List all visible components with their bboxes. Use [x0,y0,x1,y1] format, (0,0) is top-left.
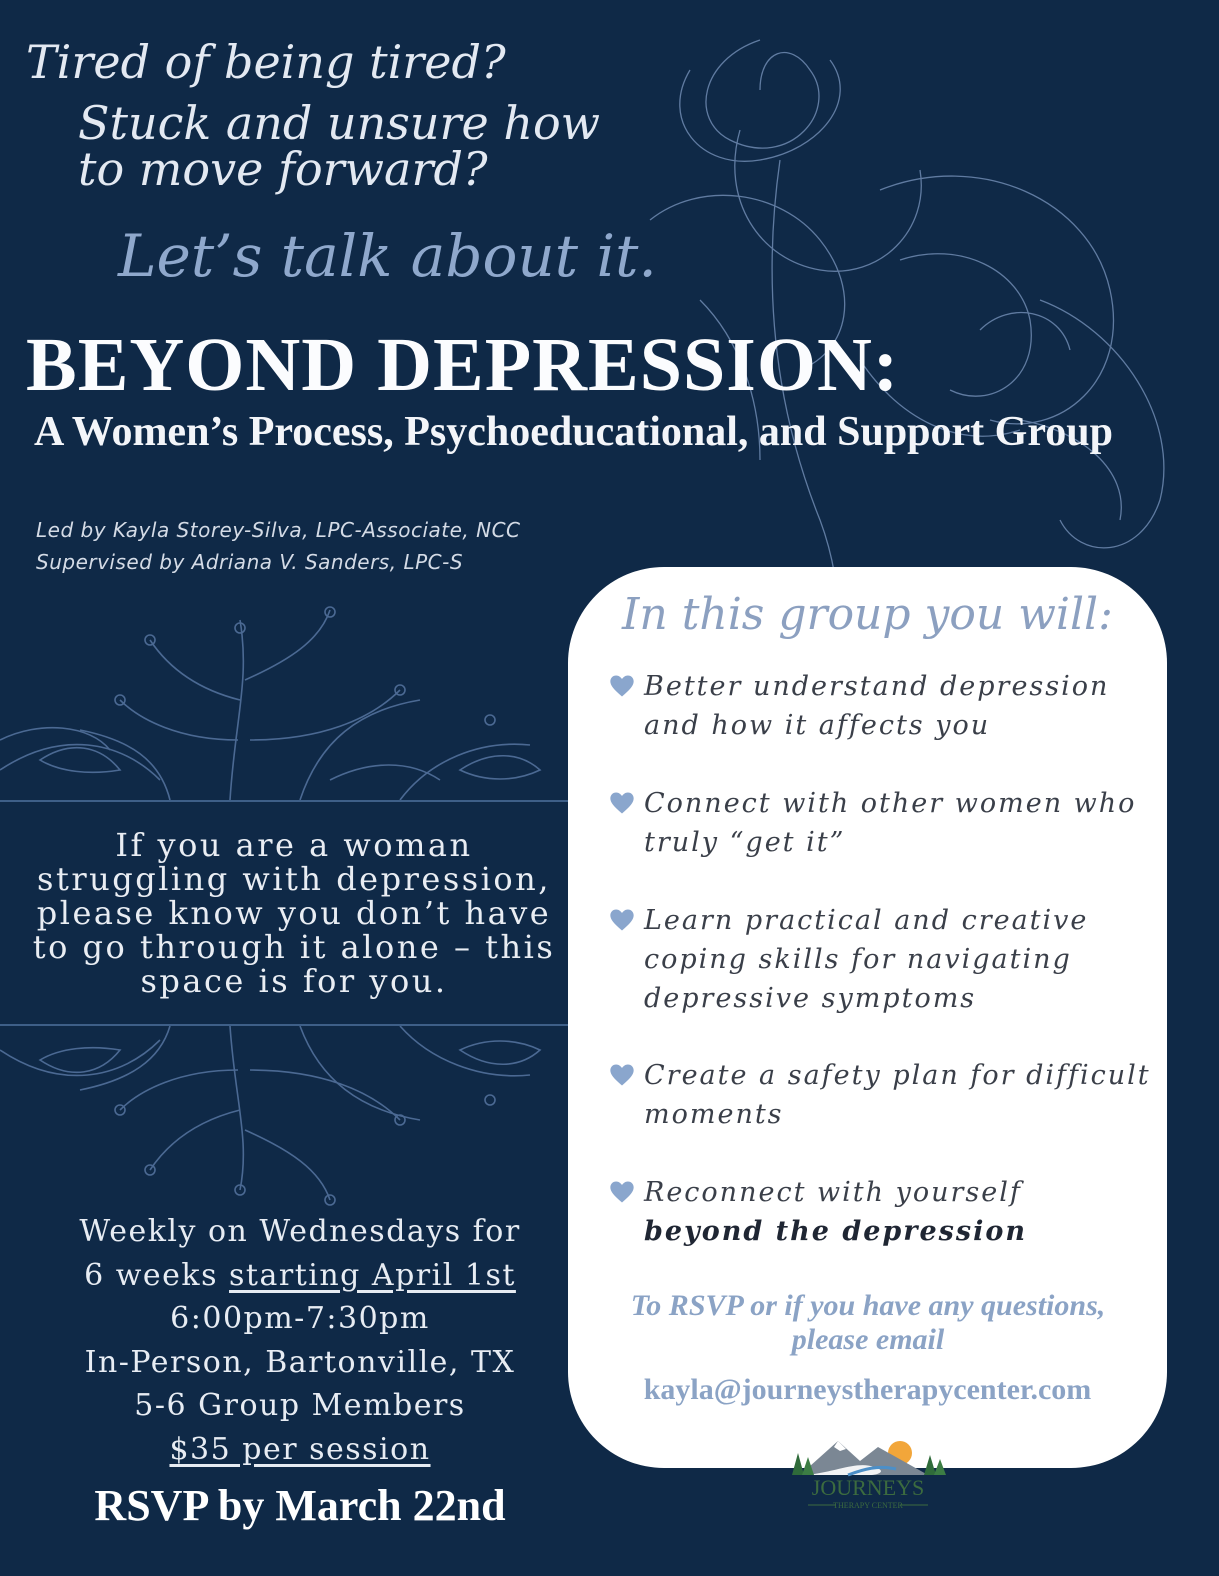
heart-icon [608,672,636,700]
start-date: starting April 1st [229,1257,516,1293]
list-item-text: Better understand depression and how it affects you [644,671,1110,741]
rsvp-question: To RSVP or if you have any questions, please email [630,1289,1106,1356]
leader-credit: Led by Kayla Storey-Silva, LPC-Associate, NCC [36,518,521,542]
hook-line-1: Tired of being tired? [26,35,506,89]
page-subtitle: A Women’s Process, Psychoeducational, and Support Group [34,409,1113,455]
group-size: 5-6 Group Members [134,1388,466,1423]
card-title: In this group you will: [622,589,1113,640]
divider-bottom [0,1024,570,1026]
heart-icon [608,1178,636,1206]
session-time: 6:00pm-7:30pm [170,1301,430,1336]
hook-line-3: Let’s talk about it. [118,222,657,290]
supervisor-credit: Supervised by Adriana V. Sanders, LPC-S [36,550,464,574]
hook-line-2: Stuck and unsure how to move forward? [78,96,601,196]
list-item-text: Learn practical and creative coping skills for navigating depressive symptoms [644,905,1089,1014]
session-location: In-Person, Bartonville, TX [84,1344,516,1380]
support-message: If you are a woman struggling with depression, please know you don’t have to go through it alone – this space is for you. [32,826,556,1000]
duration-prefix: 6 weeks [84,1257,218,1293]
heart-icon [608,906,636,934]
session-details [20,1210,580,1471]
list-item-text [644,1173,1154,1251]
duration-line [20,1254,580,1298]
page-title: BEYOND DEPRESSION: [26,323,900,407]
divider-top [0,800,570,802]
heart-icon [608,789,636,817]
session-price: $35 per session [169,1431,431,1467]
heart-icon [608,1061,636,1089]
contact-email[interactable]: kayla@journeystherapycenter.com [643,1373,1092,1406]
logo-tagline: THERAPY CENTER [833,1501,903,1510]
rsvp-deadline: RSVP by March 22nd [94,1481,506,1530]
journeys-logo [778,1431,958,1511]
list-item-text-line: Reconnect with yourself [644,1177,1022,1208]
list-item-emphasis: beyond the depression [644,1216,1027,1247]
benefits-card [568,567,1167,1510]
schedule-line: Weekly on Wednesdays for [79,1214,521,1249]
list-item-text: Connect with other women who truly “get it” [644,788,1137,858]
logo-name: JOURNEYS [811,1475,925,1500]
list-item-text: Create a safety plan for difficult moments [644,1060,1151,1130]
